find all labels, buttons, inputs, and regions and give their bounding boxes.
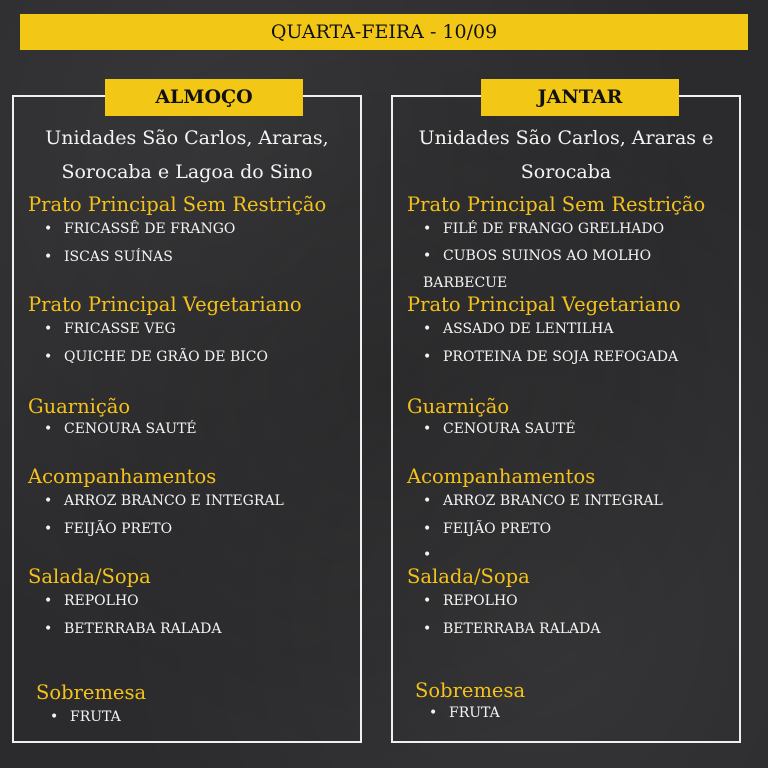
lunch-units-line2: Sorocaba e Lagoa do Sino [61,161,313,183]
lunch-acc-item [44,493,284,509]
lunch-acc-title: Acompanhamentos [28,465,217,488]
bullet-icon: • [44,493,53,509]
bullet-icon: • [44,593,53,609]
dinner-salad-item-label: REPOLHO [443,593,518,609]
lunch-dessert-item-label: FRUTA [70,709,121,725]
lunch-dessert-title: Sobremesa [36,681,147,704]
date-banner: QUARTA-FEIRA - 10/09 [20,14,748,50]
dinner-side-item-label: CENOURA SAUTÉ [443,421,576,437]
dinner-dessert-item-label: FRUTA [449,705,500,721]
lunch-panel [12,86,362,743]
bullet-icon: • [423,248,432,264]
dinner-main-item-label: FILÉ DE FRANGO GRELHADO [443,221,665,237]
dinner-salad-item [423,593,518,609]
lunch-salad-title: Salada/Sopa [28,565,151,588]
bullet-icon: • [423,421,432,437]
bullet-icon: • [50,709,59,725]
dinner-acc-item [423,547,443,563]
dinner-units-line1: Unidades São Carlos, Araras e [418,127,714,149]
dinner-acc-title: Acompanhamentos [407,465,596,488]
lunch-salad-item [44,593,139,609]
lunch-side-title: Guarnição [28,395,131,418]
bullet-icon: • [423,621,432,637]
dinner-units [393,121,739,189]
lunch-main-item [44,249,173,265]
lunch-tag: ALMOÇO [105,79,303,116]
bullet-icon: • [44,221,53,237]
dinner-side-item [423,421,576,437]
dinner-veg-title: Prato Principal Vegetariano [407,293,681,316]
dinner-main-item [423,221,664,237]
dinner-salad-title: Salada/Sopa [407,565,530,588]
lunch-units-line1: Unidades São Carlos, Araras, [45,127,329,149]
lunch-veg-item [44,321,176,337]
lunch-side-item [44,421,197,437]
lunch-salad-item [44,621,222,637]
bullet-icon: • [44,421,53,437]
bullet-icon: • [423,493,432,509]
bullet-icon: • [44,249,53,265]
bullet-icon: • [44,621,53,637]
bullet-icon: • [44,321,53,337]
dinner-main-item-label: CUBOS SUINOS AO MOLHO BARBECUE [423,248,652,291]
lunch-main-item-label: ISCAS SUÍNAS [64,249,173,265]
lunch-acc-item [44,521,172,537]
bullet-icon: • [44,349,53,365]
lunch-units [14,121,360,189]
dinner-acc-item-label: ARROZ BRANCO E INTEGRAL [443,493,663,509]
dinner-dessert-item [429,705,500,721]
lunch-salad-item-label: REPOLHO [64,593,139,609]
dinner-salad-item-label: BETERRABA RALADA [443,621,601,637]
bullet-icon: • [423,547,432,563]
lunch-acc-item-label: ARROZ BRANCO E INTEGRAL [64,493,284,509]
bullet-icon: • [423,593,432,609]
dinner-veg-item-label: ASSADO DE LENTILHA [443,321,614,337]
lunch-side-item-label: CENOURA SAUTÉ [64,421,197,437]
lunch-veg-item-label: QUICHE DE GRÃO DE BICO [64,349,268,365]
dinner-acc-item [423,493,663,509]
dinner-units-line2: Sorocaba [520,161,612,183]
lunch-dessert-item [50,709,121,725]
lunch-veg-item-label: FRICASSE VEG [64,321,176,337]
dinner-main-title: Prato Principal Sem Restrição [407,193,706,216]
dinner-panel [391,86,741,743]
dinner-acc-item [423,521,551,537]
dinner-veg-item [423,321,613,337]
lunch-main-title: Prato Principal Sem Restrição [28,193,327,216]
lunch-main-item [44,221,235,237]
dinner-veg-item [423,349,678,365]
bullet-icon: • [423,221,432,237]
bullet-icon: • [423,321,432,337]
dinner-veg-item-label: PROTEINA DE SOJA REFOGADA [443,349,679,365]
lunch-acc-item-label: FEIJÃO PRETO [64,521,173,537]
bullet-icon: • [423,349,432,365]
bullet-icon: • [423,521,432,537]
lunch-main-item-label: FRICASSÊ DE FRANGO [64,221,236,237]
lunch-veg-title: Prato Principal Vegetariano [28,293,302,316]
dinner-tag: JANTAR [481,79,679,116]
bullet-icon: • [44,521,53,537]
lunch-veg-item [44,349,268,365]
dinner-main-item [423,243,723,297]
dinner-salad-item [423,621,601,637]
dinner-acc-item-label: FEIJÃO PRETO [443,521,552,537]
dinner-dessert-title: Sobremesa [415,679,526,702]
bullet-icon: • [429,705,438,721]
dinner-side-title: Guarnição [407,395,510,418]
lunch-salad-item-label: BETERRABA RALADA [64,621,222,637]
